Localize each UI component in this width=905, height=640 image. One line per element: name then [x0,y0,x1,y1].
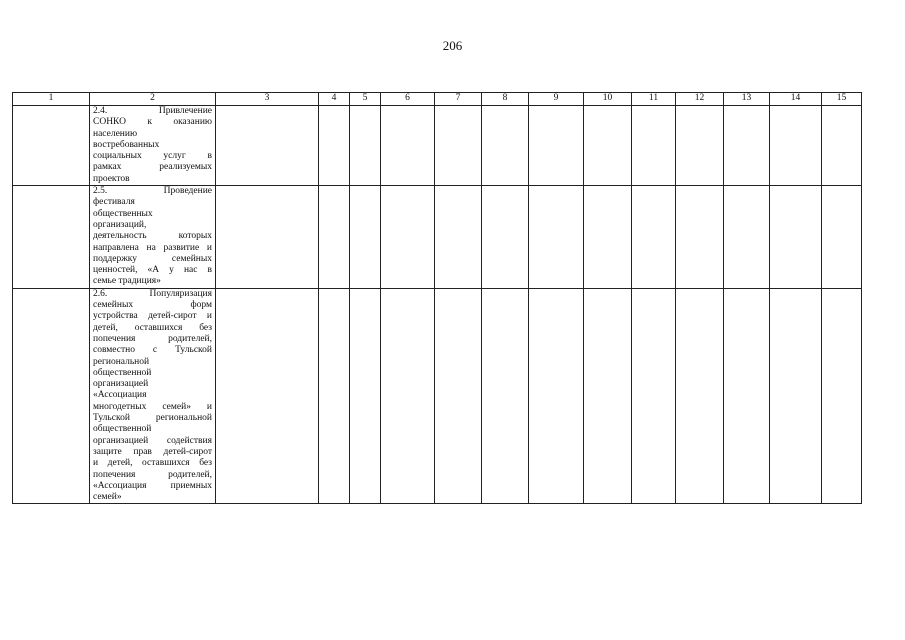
column-header: 7 [435,93,482,106]
empty-cell [482,186,529,289]
table-row [13,106,862,186]
description-line: востребованных [93,139,160,150]
description-line: детей, оставшихся без [93,322,212,333]
empty-cell [676,288,724,504]
empty-cell [435,106,482,186]
empty-cell [350,288,381,504]
description-line: поддержку семейных [93,253,212,264]
empty-cell [676,186,724,289]
empty-cell [632,106,676,186]
column-header: 3 [216,93,319,106]
empty-cell [724,186,770,289]
description-line: Тульской региональной [93,413,212,424]
description-line: ценностей, «А у нас в [93,265,212,276]
column-header: 9 [529,93,584,106]
column-header: 14 [770,93,822,106]
description-line: региональной [93,356,150,367]
column-header: 11 [632,93,676,106]
empty-cell [350,106,381,186]
column-header: 15 [822,93,862,106]
table-row [13,186,862,289]
empty-cell [319,106,350,186]
empty-cell [482,106,529,186]
empty-cell [319,186,350,289]
empty-cell [584,288,632,504]
empty-cell [13,186,90,289]
column-header: 10 [584,93,632,106]
description-line: «Ассоциация [93,390,147,401]
activity-description [90,106,216,186]
empty-cell [216,288,319,504]
empty-cell [822,186,862,289]
description-line: организацией [93,379,149,390]
description-line: устройства детей-сирот и [93,311,212,322]
description-line: попечения родителей, [93,333,212,344]
activity-description [90,186,216,289]
empty-cell [381,186,435,289]
empty-cell [350,186,381,289]
description-line: семей» [93,492,122,503]
description-line: попечения родителей, [93,469,212,480]
empty-cell [13,106,90,186]
empty-cell [529,186,584,289]
column-header: 13 [724,93,770,106]
empty-cell [216,186,319,289]
description-line: 2.6. Популяризация [93,288,212,299]
description-line: организацией содействия [93,435,212,446]
empty-cell [584,186,632,289]
description-line: многодетных семей» и [93,401,212,412]
description-line: общественной [93,424,152,435]
column-header: 1 [13,93,90,106]
empty-cell [724,106,770,186]
column-header: 6 [381,93,435,106]
column-header: 8 [482,93,529,106]
description-line: организаций, [93,219,147,230]
description-line: СОНКО к оказанию [93,117,212,128]
description-line: 2.5. Проведение [93,186,212,197]
description-line: «Ассоциация приемных [93,480,212,491]
column-header: 2 [90,93,216,106]
empty-cell [381,288,435,504]
empty-cell [216,106,319,186]
empty-cell [822,106,862,186]
empty-cell [482,288,529,504]
description-line: семейных форм [93,300,212,311]
empty-cell [319,288,350,504]
column-header: 12 [676,93,724,106]
empty-cell [584,106,632,186]
empty-cell [435,288,482,504]
column-header: 5 [350,93,381,106]
description-line: рамках реализуемых [93,162,212,173]
description-line: деятельность которых [93,231,212,242]
description-line: общественной [93,367,152,378]
description-line: и детей, оставшихся без [93,458,212,469]
description-line: защите прав детей-сирот [93,446,212,457]
empty-cell [632,186,676,289]
description-line: социальных услуг в [93,151,212,162]
empty-cell [435,186,482,289]
description-line: семье традиция» [93,276,161,287]
empty-cell [770,288,822,504]
description-line: фестиваля [93,197,135,208]
empty-cell [724,288,770,504]
plan-table [12,92,862,504]
column-header: 4 [319,93,350,106]
description-line: проектов [93,173,130,184]
empty-cell [632,288,676,504]
empty-cell [822,288,862,504]
empty-cell [529,288,584,504]
empty-cell [676,106,724,186]
empty-cell [529,106,584,186]
description-line: общественных [93,208,153,219]
table-header-row [13,93,862,106]
description-line: населению [93,128,138,139]
empty-cell [381,106,435,186]
description-line: 2.4. Привлечение [93,106,212,116]
empty-cell [770,186,822,289]
description-line: совместно с Тульской [93,345,212,356]
table-row [13,288,862,504]
page-number: 206 [442,38,463,53]
description-line: направлена на развитие и [93,242,212,253]
activity-description [90,288,216,504]
empty-cell [770,106,822,186]
empty-cell [13,288,90,504]
